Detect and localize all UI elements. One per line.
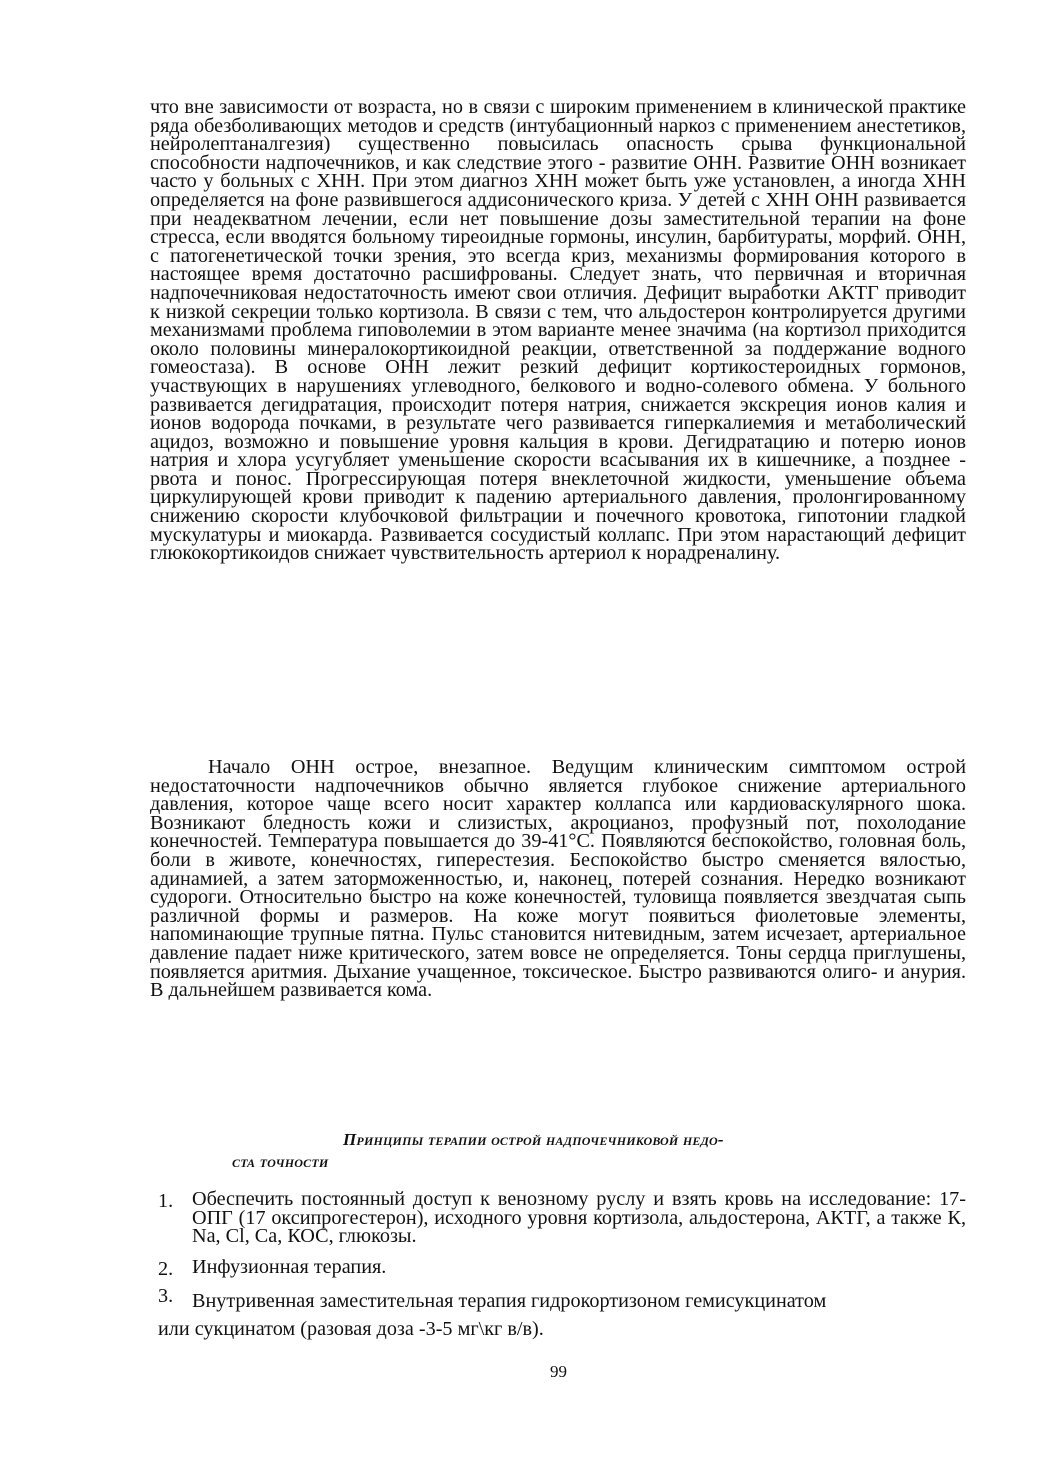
list-item-number: 1. xyxy=(158,1190,174,1212)
body-paragraph-1: что вне зависимости от возраста, но в связи с широким применением в клинической практике ряда обезболивающих методов и средств (интубационный наркоз с применением анестетиков, нейролептаналгезия) существенно повысилась опасность срыва функциональной способности надпочечников, и как следствие этого - развитие ОНН. Развитие ОНН возникает часто у больных с ХНН. При этом диагноз ХНН может быть уже установлен, а иногда ХНН определяется на фоне развившегося аддисонического криза. У детей с ХНН ОНН развивается при неадекватном лечении, если нет повышение дозы заместительной терапии на фоне стресса, если вводятся больному тиреоидные гормоны, инсулин, барбитураты, морфий. ОНН, с патогенетической точки зрения, это всегда криз, механизмы формирования которого в настоящее время достаточно расшифрованы. Следует знать, что первичная и вторичная надпочечниковая недостаточность имеют свои отличия. Дефицит выработки АКТГ приводит к низкой секреции только кортизола. В связи с тем, что альдостерон контролируется другими механизмами проблема гиповолемии в этом варианте менее значима (на кортизол приходится около половины минералокортикоидной реакции, ответственной за поддержание водного гомеостаза). В основе ОНН лежит резкий дефицит кортикостероидных гормонов, участвующих в нарушениях углеводного, белкового и водно-солевого обмена. У больного развивается дегидратация, происходит потеря натрия, снижается экскреция ионов калия и ионов водорода почками, в результате чего развивается гиперкалиемия и метаболический ацидоз, возможно и повышение уровня кальция в крови. Дегидратацию и потерю ионов натрия и хлора усугубляет уменьшение скорости всасывания их в кишечнике, а позднее - рвота и понос. Прогрессирующая потеря внеклеточной жидкости, уменьшение объема циркулирующей крови приводит к падению артериального давления, пролонгированному снижению скорости клубочковой фильтрации и почечного кровотока, гипотонии гладкой мускулатуры и миокарда. Развивается сосудистый коллапс. При этом нарастающий дефицит глюкокортикоидов снижает чувствительность артериол к норадреналину. xyxy=(150,96,966,565)
list-item-text: Обеспечить постоянный доступ к венозному руслу и взять кровь на исследование: 17-ОПГ (17 оксипрогестерон), исходного уровня кортизола, альдостерона, АКТГ, а также К, Na, Cl, Ca, КОС, глюкозы. xyxy=(192,1188,966,1248)
list-item-text: Внутривенная заместительная терапия гидрокортизоном гемисукцинатом xyxy=(192,1290,827,1312)
list-item-number: 3. xyxy=(158,1285,174,1307)
section-heading-line-1: Принципы терапии острой надпочечниковой недо- xyxy=(343,1130,724,1149)
section-heading-line-2: ста точности xyxy=(232,1152,329,1171)
list-item-continuation: или сукцинатом (разовая доза -3-5 мг\кг в/в). xyxy=(158,1318,544,1340)
body-paragraph-2: Начало ОНН острое, внезапное. Ведущим клиническим симптомом острой недостаточности надпочечников обычно является глубокое снижение артериального давления, которое чаще всего носит характер коллапса или кардиоваскулярного шока. Возникают бледность кожи и слизистых, акроцианоз, профузный пот, похолодание конечностей. Температура повышается до 39-41°С. Появляются беспокойство, головная боль, боли в животе, конечностях, гиперестезия. Беспокойство быстро сменяется вялостью, адинамией, а затем заторможенностью, и, наконец, потерей сознания. Нередко возникают судороги. Относительно быстро на коже конечностей, туловища появляется звездчатая сыпь различной формы и размеров. На коже могут появиться фиолетовые элементы, напоминающие трупные пятна. Пульс становится нитевидным, затем исчезает, артериальное давление падает ниже критического, затем вовсе не определяется. Тоны сердца приглушены, появляется аритмия. Дыхание учащенное, токсическое. Быстро развиваются олиго- и анурия. В дальнейшем развивается кома. xyxy=(150,756,966,1002)
list-item-text: Инфузионная терапия. xyxy=(192,1256,387,1278)
page-number: 99 xyxy=(550,1362,567,1381)
list-item-number: 2. xyxy=(158,1258,174,1280)
